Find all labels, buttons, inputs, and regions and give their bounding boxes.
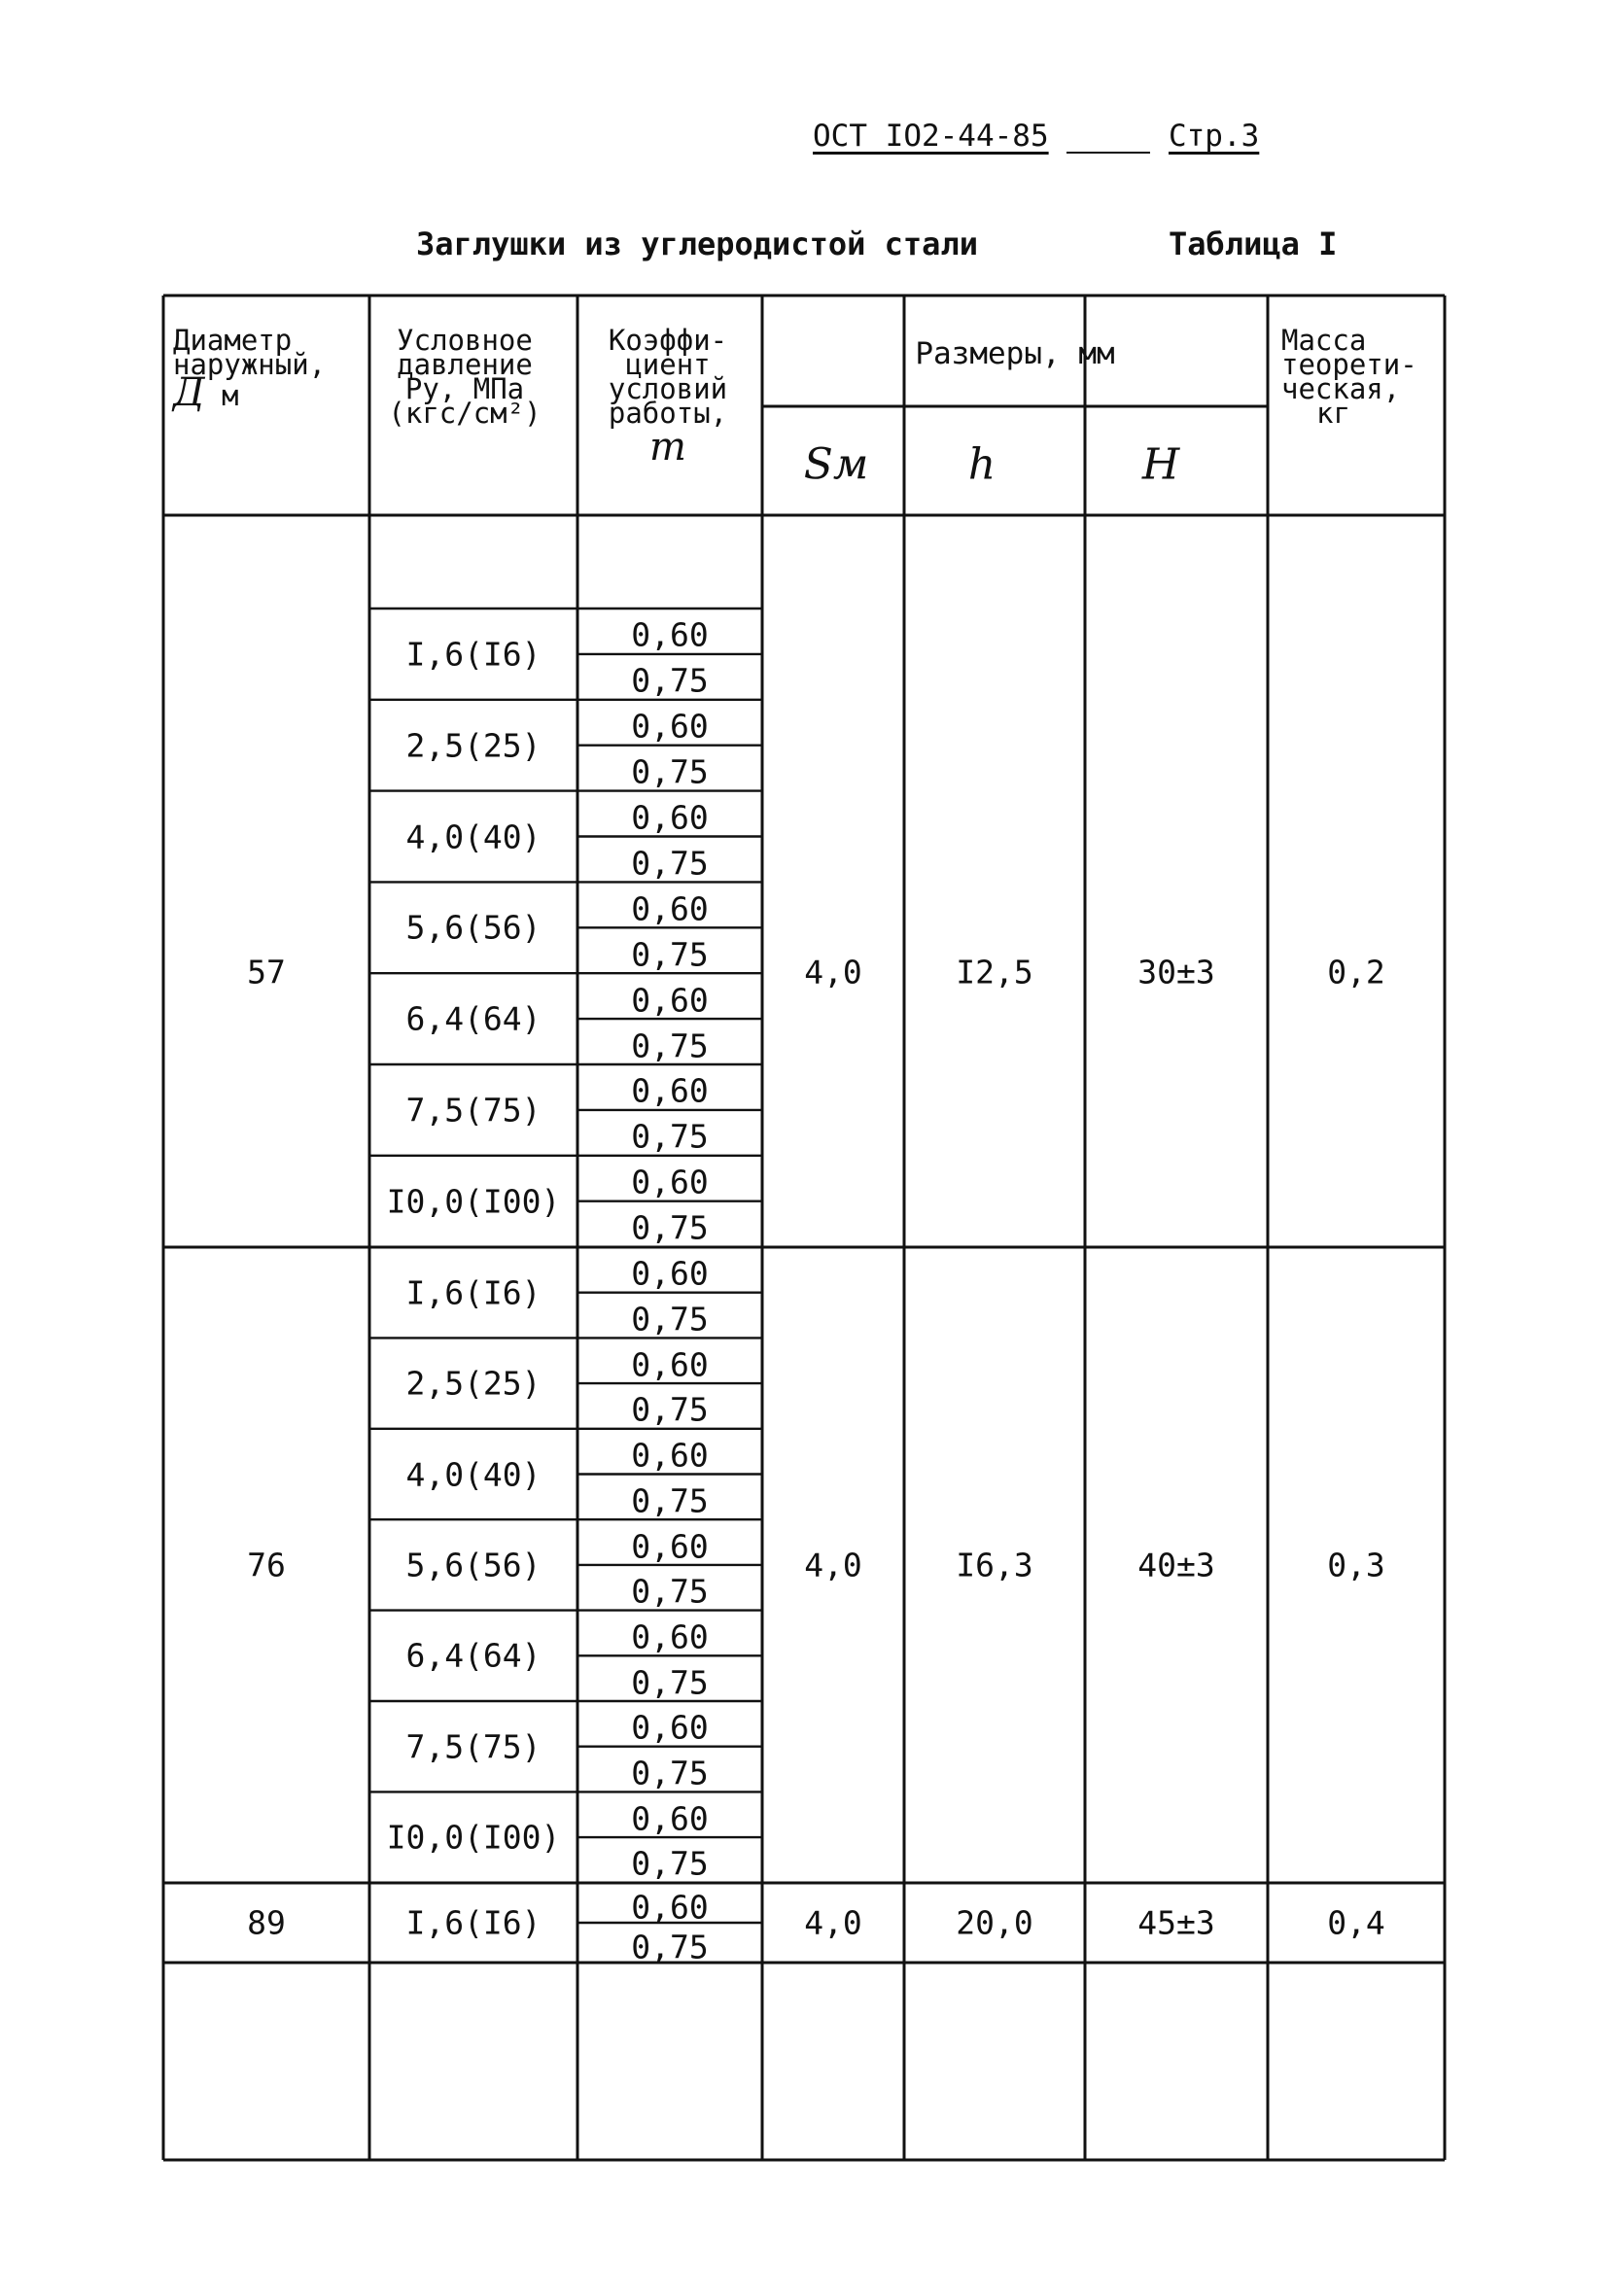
h-cell: I6,3 — [956, 1546, 1033, 1584]
pressure-cell: I,6(I6) — [405, 635, 542, 674]
header-coef-line2: циент — [625, 348, 711, 381]
pressure-cell: 7,5(75) — [405, 1727, 542, 1766]
pressure-cell: I0,0(I00) — [386, 1182, 561, 1221]
pressure-cell: I,6(I6) — [405, 1273, 542, 1312]
header-pressure-line4: (кгс/см²) — [388, 397, 542, 430]
header-pressure-line1: Условное — [397, 324, 533, 357]
header-mass-line2: теорети- — [1281, 348, 1417, 381]
coefficient-cell: 0,60 — [631, 1436, 709, 1475]
header-diameter-unit: м — [222, 379, 239, 412]
header-sizes: Размеры, мм — [915, 336, 1115, 371]
pressure-cell: 2,5(25) — [405, 1364, 542, 1403]
coefficient-cell: 0,60 — [631, 1071, 709, 1110]
H-cell: 45±3 — [1137, 1903, 1215, 1942]
mass-cell: 0,4 — [1327, 1903, 1385, 1942]
table-number: Таблица I — [1169, 226, 1338, 262]
coefficient-cell: 0,60 — [631, 707, 709, 746]
pressure-cell: 6,4(64) — [405, 1636, 542, 1675]
header-pressure — [387, 324, 542, 430]
coefficient-cell: 0,75 — [631, 1481, 709, 1520]
coefficient-cell: 0,60 — [631, 1708, 709, 1747]
header-mass-line4: кг — [1316, 397, 1350, 430]
coefficient-cell: 0,60 — [631, 1345, 709, 1384]
pressure-cell: 4,0(40) — [405, 818, 542, 855]
pressure-cell: 6,4(64) — [405, 999, 542, 1038]
header-pressure-line2: давление — [397, 348, 533, 381]
header-pressure-line3: Pу, МПа — [404, 372, 525, 405]
pressure-cell: 5,6(56) — [405, 908, 542, 947]
pressure-cell: 4,0(40) — [405, 1455, 542, 1493]
header-h: h — [967, 439, 996, 490]
coefficient-cell: 0,75 — [631, 1117, 709, 1156]
mass-cell: 0,3 — [1327, 1546, 1385, 1584]
coefficient-cell: 0,75 — [631, 1663, 709, 1702]
coefficient-cell: 0,75 — [631, 1754, 709, 1792]
coefficient-cell: 0,75 — [631, 1572, 709, 1611]
coefficient-cell: 0,60 — [631, 1527, 709, 1566]
coefficient-cell: 0,75 — [631, 661, 709, 700]
coefficient-cell: 0,60 — [631, 1888, 709, 1926]
header-mass-line1: Масса — [1281, 324, 1367, 357]
pressure-cell: 7,5(75) — [405, 1091, 542, 1130]
coefficient-cell: 0,75 — [631, 1928, 709, 1966]
coefficient-cell: 0,75 — [631, 1300, 709, 1339]
coefficient-cell: 0,75 — [631, 752, 709, 791]
s-cell: 4,0 — [804, 1903, 862, 1942]
H-cell: 30±3 — [1137, 953, 1215, 991]
header-mass — [1281, 324, 1417, 430]
header-mass-line3: ческая, — [1281, 372, 1401, 405]
header-s: Sм — [803, 439, 869, 490]
coefficient-cell: 0,60 — [631, 615, 709, 654]
header-coefficient — [595, 324, 741, 470]
header-coef-line4: работы, — [608, 397, 728, 430]
pressure-cell: 2,5(25) — [405, 726, 542, 765]
h-cell: 20,0 — [956, 1903, 1033, 1942]
s-cell: 4,0 — [804, 953, 862, 991]
pressure-cell: I0,0(I00) — [386, 1818, 561, 1857]
pressure-cell: 5,6(56) — [405, 1546, 542, 1584]
coefficient-cell: 0,75 — [631, 1390, 709, 1429]
diameter-cell: 89 — [247, 1903, 286, 1942]
coefficient-cell: 0,60 — [631, 1254, 709, 1293]
coefficient-cell: 0,60 — [631, 1799, 709, 1838]
coefficient-cell: 0,75 — [631, 1026, 709, 1065]
pressure-cell: I,6(I6) — [405, 1903, 542, 1942]
header-diameter — [173, 324, 327, 415]
diameter-cell: 57 — [247, 953, 286, 991]
header-coef-line1: Коэффи- — [608, 324, 728, 357]
h-cell: I2,5 — [956, 953, 1033, 991]
header-H: H — [1141, 439, 1180, 490]
coefficient-cell: 0,60 — [631, 981, 709, 1020]
header-diameter-line1: Диаметр — [173, 324, 293, 357]
H-cell: 40±3 — [1137, 1546, 1215, 1584]
page-number: Стр.3 — [1168, 119, 1260, 154]
mass-cell: 0,2 — [1327, 953, 1385, 991]
coefficient-cell: 0,60 — [631, 798, 709, 837]
coefficient-cell: 0,75 — [631, 1844, 709, 1883]
coefficient-cell: 0,60 — [631, 1618, 709, 1656]
s-cell: 4,0 — [804, 1546, 862, 1584]
document-code: ОСТ IО2-44-85 — [813, 119, 1049, 154]
coefficient-cell: 0,60 — [631, 1163, 709, 1201]
coefficient-cell: 0,75 — [631, 935, 709, 974]
coefficient-cell: 0,75 — [631, 844, 709, 883]
header-coef-symbol: m — [649, 425, 686, 470]
coefficient-cell: 0,75 — [631, 1208, 709, 1247]
header-diameter-symbol: Д — [173, 370, 205, 415]
diameter-cell: 76 — [247, 1546, 286, 1584]
header-coef-line3: условий — [608, 372, 728, 405]
table-title: Заглушки из углеродистой стали — [416, 226, 978, 262]
header-diameter-line2: наружный, — [173, 348, 327, 381]
coefficient-cell: 0,60 — [631, 889, 709, 928]
